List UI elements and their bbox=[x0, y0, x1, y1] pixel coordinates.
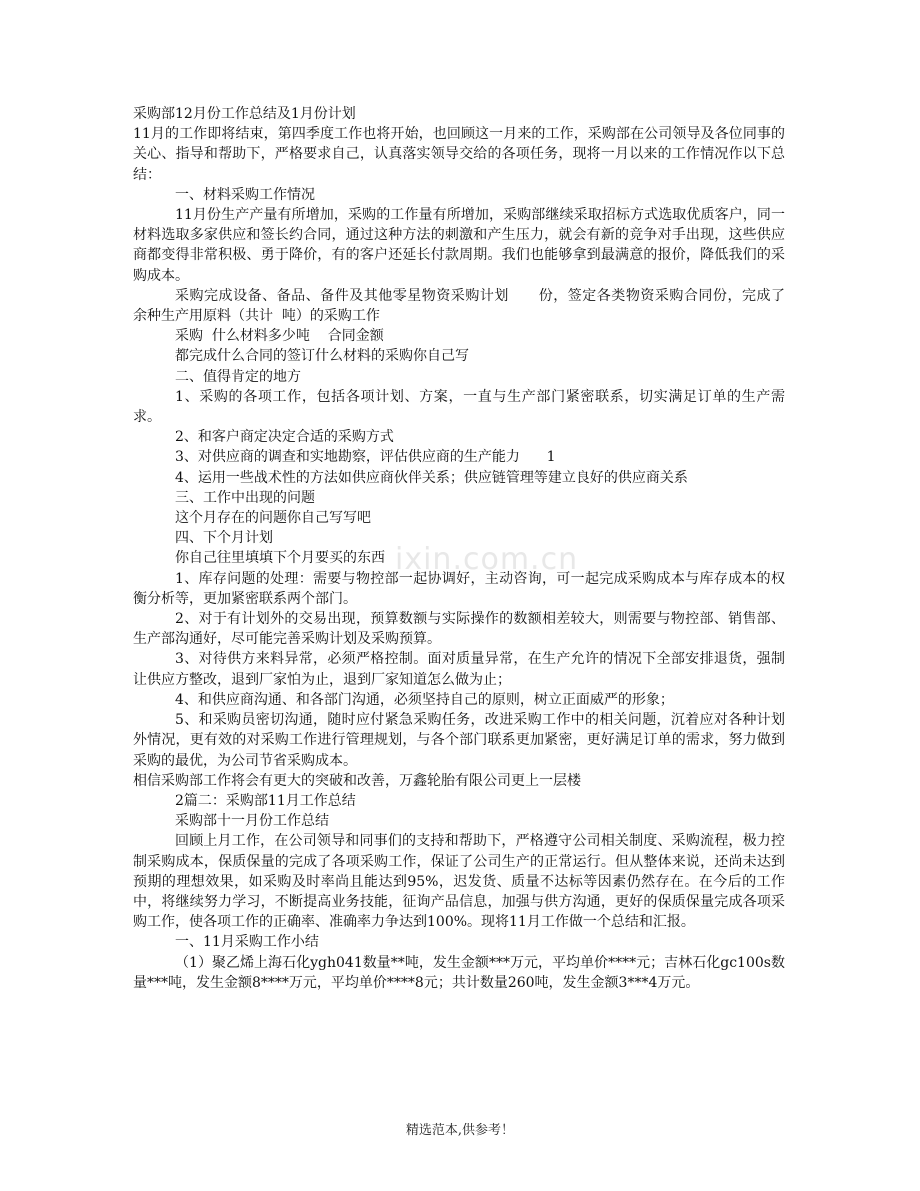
paragraph: 相信采购部工作将会有更大的突破和改善，万鑫轮胎有限公司更上一层楼 bbox=[133, 772, 581, 789]
paragraph: 11月的工作即将结束，第四季度工作也将开始，也回顾这一月来的工作，采购部在公司领导及各位同事的关心、指导和帮助下，严格要求自己，认真落实领导交给的各项任务，现将一月以来的工作情况作以下总结： bbox=[133, 126, 785, 183]
list-item: 4、和供应商沟通、和各部门沟通，必须坚持自己的原则，树立正面威严的形象； bbox=[175, 691, 674, 708]
watermark: ixin.com.cn bbox=[395, 542, 579, 577]
doc-title: 采购部12月份工作总结及1月份计划 bbox=[133, 106, 356, 122]
paragraph: 你自己往里填填下个月要买的东西 bbox=[175, 550, 385, 567]
list-item: 5、和采购员密切沟通，随时应付紧急采购任务，改进采购工作中的相关问题，沉着应对各种计划外情况，更有效的对采购工作进行管理规划，与各个部门联系更加紧密，更好满足订单的需求，努力做到采购的最优，为公司节省采购成本。 bbox=[133, 712, 785, 769]
paragraph: 11月份生产产量有所增加，采购的工作量有所增加，采购部继续采取招标方式选取优质客户，同一材料选取多家供应和签长约合同，通过这种方法的刺激和产生压力，就会有新的竞争对手出现，这些供应商都变得非常积极、勇于降价，有的客户还延长付款周期。我们也能够拿到最满意的报价，降低我们的采购成本。 bbox=[133, 207, 785, 284]
doc-subtitle: 采购部十一月份工作总结 bbox=[175, 813, 329, 830]
list-item: 3、对待供方来料异常，必须严格控制。面对质量异常，在生产允许的情况下全部安排退货，强制让供应方整改，退到厂家怕为止，退到厂家知道怎么做为止； bbox=[133, 651, 785, 688]
paragraph: 都完成什么合同的签订什么材料的采购你自己写 bbox=[175, 348, 469, 365]
section-heading: 一、材料采购工作情况 bbox=[175, 186, 315, 203]
list-item: 2、对于有计划外的交易出现，预算数额与实际操作的数额相差较大，则需要与物控部、销售部、生产部沟通好，尽可能完善采购计划及采购预算。 bbox=[133, 611, 785, 648]
section-heading: 三、工作中出现的问题 bbox=[175, 489, 315, 506]
list-item: 4、运用一些战术性的方法如供应商伙伴关系；供应链管理等建立良好的供应商关系 bbox=[175, 469, 688, 486]
section-heading: 2篇二：采购部11月工作总结 bbox=[175, 792, 356, 809]
paragraph: 回顾上月工作，在公司领导和同事们的支持和帮助下，严格遵守公司相关制度、采购流程，极力控制采购成本，保质保量的完成了各项采购工作，保证了公司生产的正常运行。但从整体来说，还尚未达到预期的理想效果，如采购及时率尚且能达到95%，迟发货、质量不达标等因素仍然存在。在今后的工作中，将继续努力学习，不断提高业务技能，征询产品信息，加强与供方沟通，更好的保质保量完成各项采购工作，使各项工作的正确率、准确率力争达到100%。现将11月工作做一个总结和汇报。 bbox=[133, 833, 785, 931]
paragraph: 这个月存在的问题你自己写写吧 bbox=[175, 510, 371, 527]
list-item: 3、对供应商的调查和实地勘察，评估供应商的生产能力 1 bbox=[175, 449, 556, 466]
section-heading: 一、11月采购工作小结 bbox=[175, 934, 319, 951]
page-footer: 精选范本,供参考！ bbox=[405, 1123, 515, 1138]
section-heading: 四、下个月计划 bbox=[175, 530, 273, 547]
list-item: 1、库存问题的处理：需要与物控部一起协调好，主动咨询，可一起完成采购成本与库存成本的权衡分析等，更加紧密联系两个部门。 bbox=[133, 570, 785, 607]
list-item: （1）聚乙烯上海石化ygh041数量**吨，发生金额***万元，平均单价****元；吉林石化gc100s数量***吨，发生金额8****万元，平均单价****8元；共计数量260吨，发生金额3***4万元。 bbox=[133, 954, 785, 991]
list-item: 1、采购的各项工作，包括各项计划、方案，一直与生产部门紧密联系，切实满足订单的生产需求。 bbox=[133, 388, 785, 426]
list-item: 2、和客户商定决定合适的采购方式 bbox=[175, 429, 394, 446]
section-heading: 二、值得肯定的地方 bbox=[175, 368, 301, 385]
document-body bbox=[133, 104, 803, 993]
paragraph: 采购 什么材料多少吨 合同金额 bbox=[175, 328, 384, 345]
paragraph: 采购完成设备、备品、备件及其他零星物资采购计划 份，签定各类物资采购合同份，完成了 余种生产用原料（共计 吨）的采购工作 bbox=[133, 287, 803, 325]
